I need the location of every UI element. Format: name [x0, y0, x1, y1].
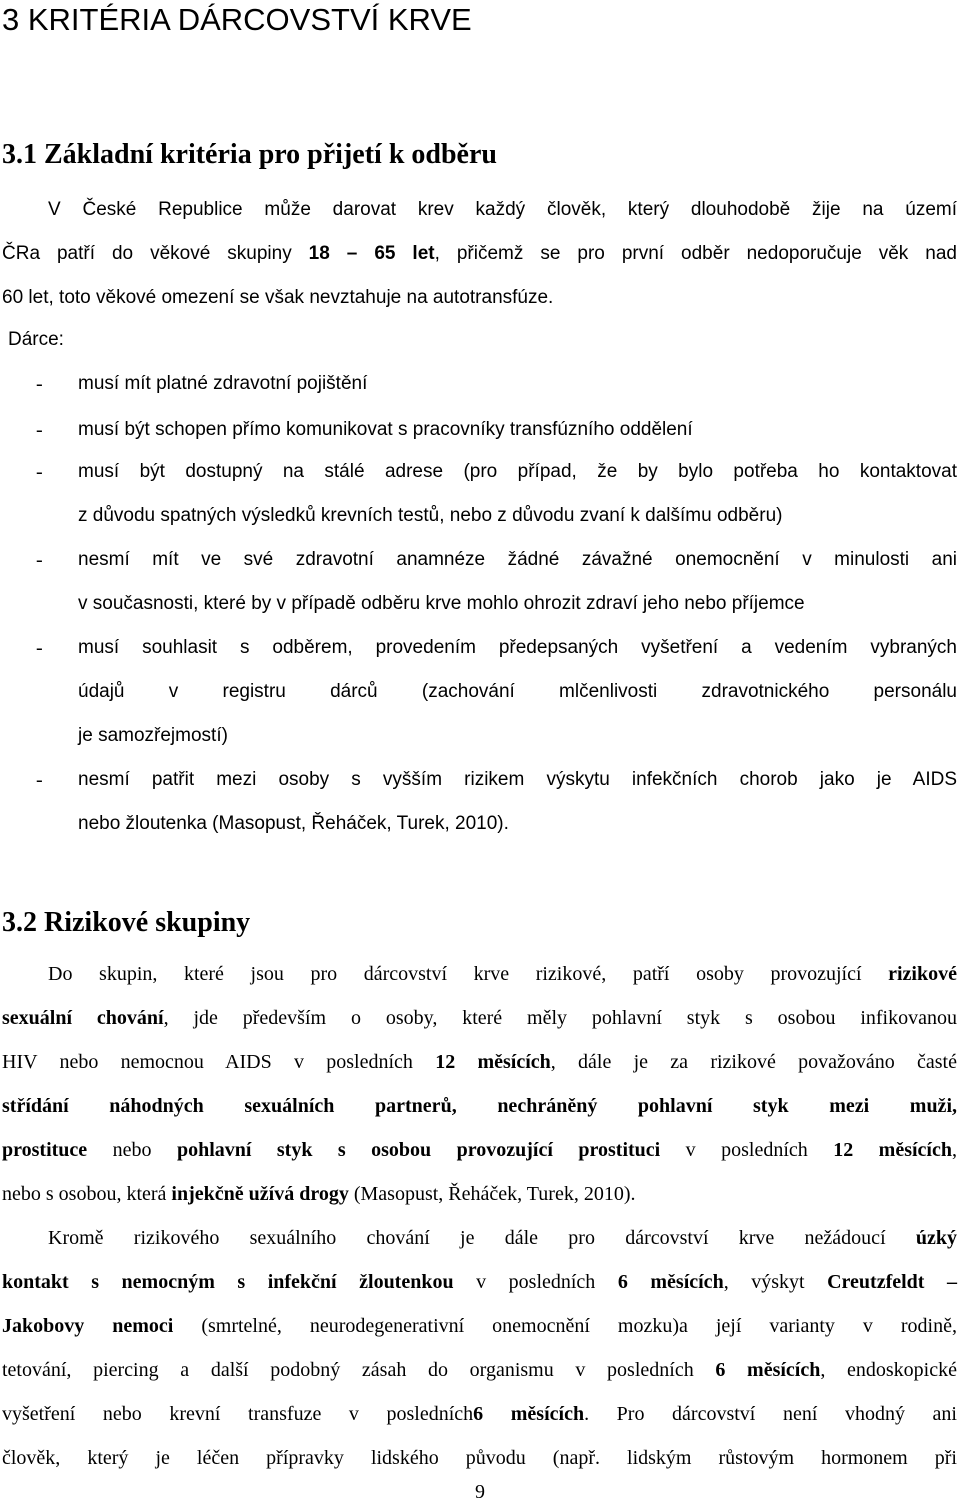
- list-item: nesmí mít ve své zdravotní anamnéze žádné závažné onemocnění v minulosti ani: [78, 549, 957, 570]
- paragraph-line: 60 let, toto věkové omezení se však nevztahuje na autotransfúze.: [2, 287, 554, 308]
- chapter-heading: 3 KRITÉRIA DÁRCOVSTVÍ KRVE: [2, 2, 472, 37]
- list-item-continued: v současnosti, které by v případě odběru krve mohlo ohrozit zdraví jeho nebo příjemce: [78, 593, 805, 614]
- page-number: 9: [475, 1481, 485, 1503]
- list-bullet: -: [36, 419, 43, 441]
- list-item: musí mít platné zdravotní pojištění: [78, 373, 368, 394]
- list-bullet: -: [36, 373, 43, 395]
- paragraph-line: V České Republice může darovat krev každý člověk, který dlouhodobě žije na území: [48, 199, 957, 220]
- paragraph-line: člověk, který je léčen přípravky lidského původu (např. lidským růstovým hormonem při: [2, 1447, 957, 1469]
- paragraph-line: kontakt s nemocným s infekční žloutenkou v posledních 6 měsících, výskyt Creutzfeldt –: [2, 1271, 957, 1293]
- section-heading: 3.2 Rizikové skupiny: [2, 907, 251, 938]
- list-item-continued: nebo žloutenka (Masopust, Řeháček, Turek, 2010).: [78, 813, 509, 834]
- list-item: musí souhlasit s odběrem, provedením předepsaných vyšetření a vedením vybraných: [78, 637, 957, 658]
- paragraph-line: Jakobovy nemoci (smrtelné, neurodegenerativní onemocnění mozku)a její varianty v rodině,: [2, 1315, 957, 1337]
- paragraph-line: střídání náhodných sexuálních partnerů, nechráněný pohlavní styk mezi muži,: [2, 1095, 957, 1117]
- paragraph-line: tetování, piercing a další podobný zásah do organismu v posledních 6 měsících, endoskopické: [2, 1359, 957, 1381]
- paragraph-line: ČRa patří do věkové skupiny 18 – 65 let, přičemž se pro první odběr nedoporučuje věk nad: [2, 243, 957, 264]
- list-bullet: -: [36, 637, 43, 659]
- paragraph-line: Kromě rizikového sexuálního chování je dále pro dárcovství krve nežádoucí úzký: [48, 1227, 957, 1249]
- paragraph-line: prostituce nebo pohlavní styk s osobou provozující prostituci v posledních 12 měsících,: [2, 1139, 957, 1161]
- paragraph-line: sexuální chování, jde především o osoby, které měly pohlavní styk s osobou infikovanou: [2, 1007, 957, 1029]
- list-bullet: -: [36, 769, 43, 791]
- section-heading: 3.1 Základní kritéria pro přijetí k odběru: [2, 139, 497, 170]
- list-item: musí být schopen přímo komunikovat s pracovníky transfúzního oddělení: [78, 419, 693, 440]
- list-item-continued: údajů v registru dárců (zachování mlčenlivosti zdravotnického personálu: [78, 681, 957, 702]
- list-bullet: -: [36, 549, 43, 571]
- list-item: nesmí patřit mezi osoby s vyšším rizikem výskytu infekčních chorob jako je AIDS: [78, 769, 957, 790]
- list-bullet: -: [36, 461, 43, 483]
- paragraph-line: nebo s osobou, která injekčně užívá drogy (Masopust, Řeháček, Turek, 2010).: [2, 1183, 636, 1205]
- donor-label: Dárce:: [8, 329, 64, 350]
- paragraph-line: vyšetření nebo krevní transfuze v posledních6 měsících. Pro dárcovství není vhodný ani: [2, 1403, 957, 1425]
- list-item-continued: je samozřejmostí): [78, 725, 228, 746]
- paragraph-line: Do skupin, které jsou pro dárcovství krve rizikové, patří osoby provozující rizikové: [48, 963, 957, 985]
- paragraph-line: HIV nebo nemocnou AIDS v posledních 12 měsících, dále je za rizikové považováno časté: [2, 1051, 957, 1073]
- list-item: musí být dostupný na stálé adrese (pro případ, že by bylo potřeba ho kontaktovat: [78, 461, 957, 482]
- list-item-continued: z důvodu spatných výsledků krevních testů, nebo z důvodu zvaní k dalšímu odběru): [78, 505, 783, 526]
